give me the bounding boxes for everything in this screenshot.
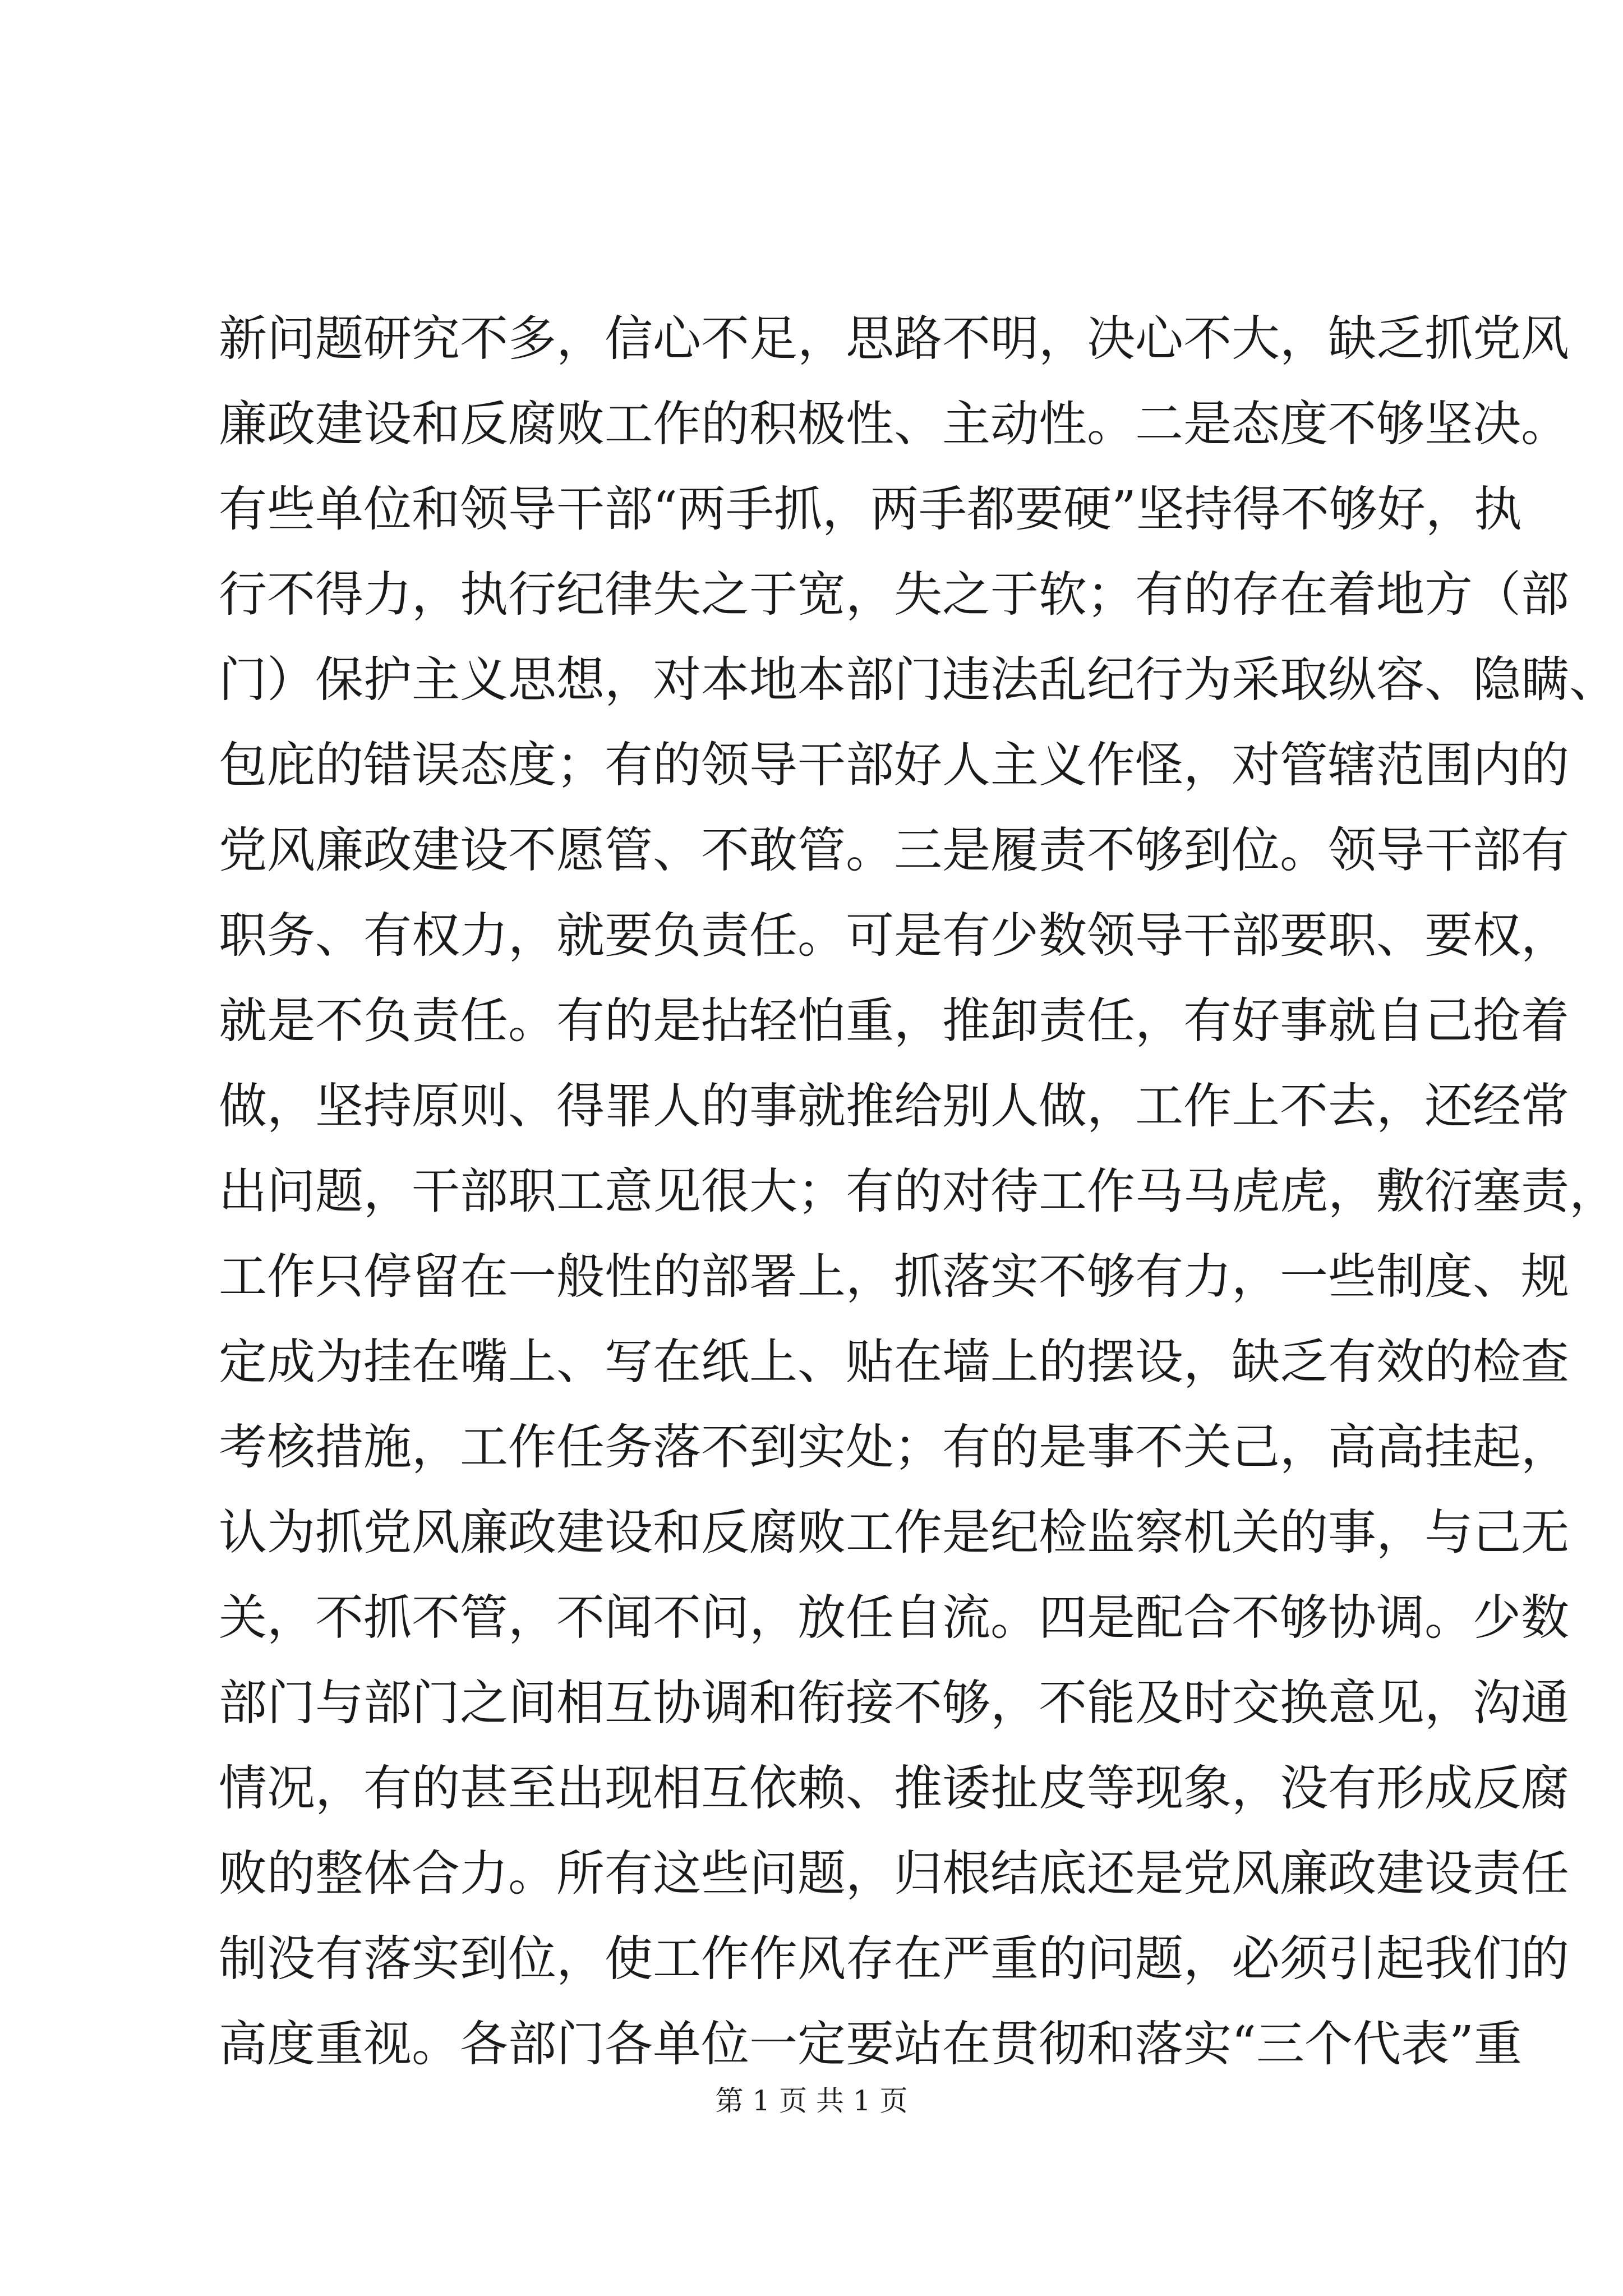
text-line: 有些单位和领导干部“两手抓，两手都要硬”坚持得不够好，执 bbox=[219, 481, 1522, 537]
text-line: 廉政建设和反腐败工作的积极性、主动性。二是态度不够坚决。 bbox=[219, 396, 1569, 452]
text-line: 包庇的错误态度；有的领导干部好人主义作怪，对管辖范围内的 bbox=[219, 737, 1569, 793]
text-line: 行不得力，执行纪律失之于宽，失之于软；有的存在着地方（部 bbox=[219, 567, 1569, 623]
text-line: 考核措施，工作任务落不到实处；有的是事不关己，高高挂起， bbox=[219, 1419, 1569, 1475]
text-line: 工作只停留在一般性的部署上，抓落实不够有力，一些制度、规 bbox=[219, 1249, 1569, 1305]
text-line: 就是不负责任。有的是拈轻怕重，推卸责任，有好事就自己抢着 bbox=[219, 993, 1569, 1049]
body-text bbox=[219, 296, 1617, 2087]
text-line: 定成为挂在嘴上、写在纸上、贴在墙上的摆设，缺乏有效的检查 bbox=[219, 1334, 1569, 1390]
text-line: 新问题研究不多，信心不足，思路不明，决心不大，缺乏抓党风 bbox=[219, 311, 1569, 367]
text-line: 高度重视。各部门各单位一定要站在贯彻和落实“三个代表”重 bbox=[219, 2016, 1522, 2072]
page-footer: 第 1 页 共 1 页 bbox=[715, 2085, 908, 2117]
text-line: 部门与部门之间相互协调和衔接不够，不能及时交换意见，沟通 bbox=[219, 1675, 1569, 1731]
text-line: 败的整体合力。所有这些问题，归根结底还是党风廉政建设责任 bbox=[219, 1846, 1569, 1902]
text-line: 职务、有权力，就要负责任。可是有少数领导干部要职、要权， bbox=[219, 908, 1569, 964]
text-line: 情况，有的甚至出现相互依赖、推诿扯皮等现象，没有形成反腐 bbox=[219, 1760, 1569, 1816]
text-line: 门）保护主义思想，对本地本部门违法乱纪行为采取纵容、隐瞒、 bbox=[219, 652, 1617, 708]
text-line: 党风廉政建设不愿管、不敢管。三是履责不够到位。领导干部有 bbox=[219, 822, 1569, 878]
text-line: 关，不抓不管，不闻不问，放任自流。四是配合不够协调。少数 bbox=[219, 1590, 1569, 1646]
text-line: 做，坚持原则、得罪人的事就推给别人做，工作上不去，还经常 bbox=[219, 1078, 1569, 1134]
text-line: 制没有落实到位，使工作作风存在严重的问题，必须引起我们的 bbox=[219, 1931, 1569, 1987]
text-line: 认为抓党风廉政建设和反腐败工作是纪检监察机关的事，与己无 bbox=[219, 1504, 1569, 1561]
text-line: 出问题，干部职工意见很大；有的对待工作马马虎虎，敷衍塞责， bbox=[219, 1163, 1617, 1220]
